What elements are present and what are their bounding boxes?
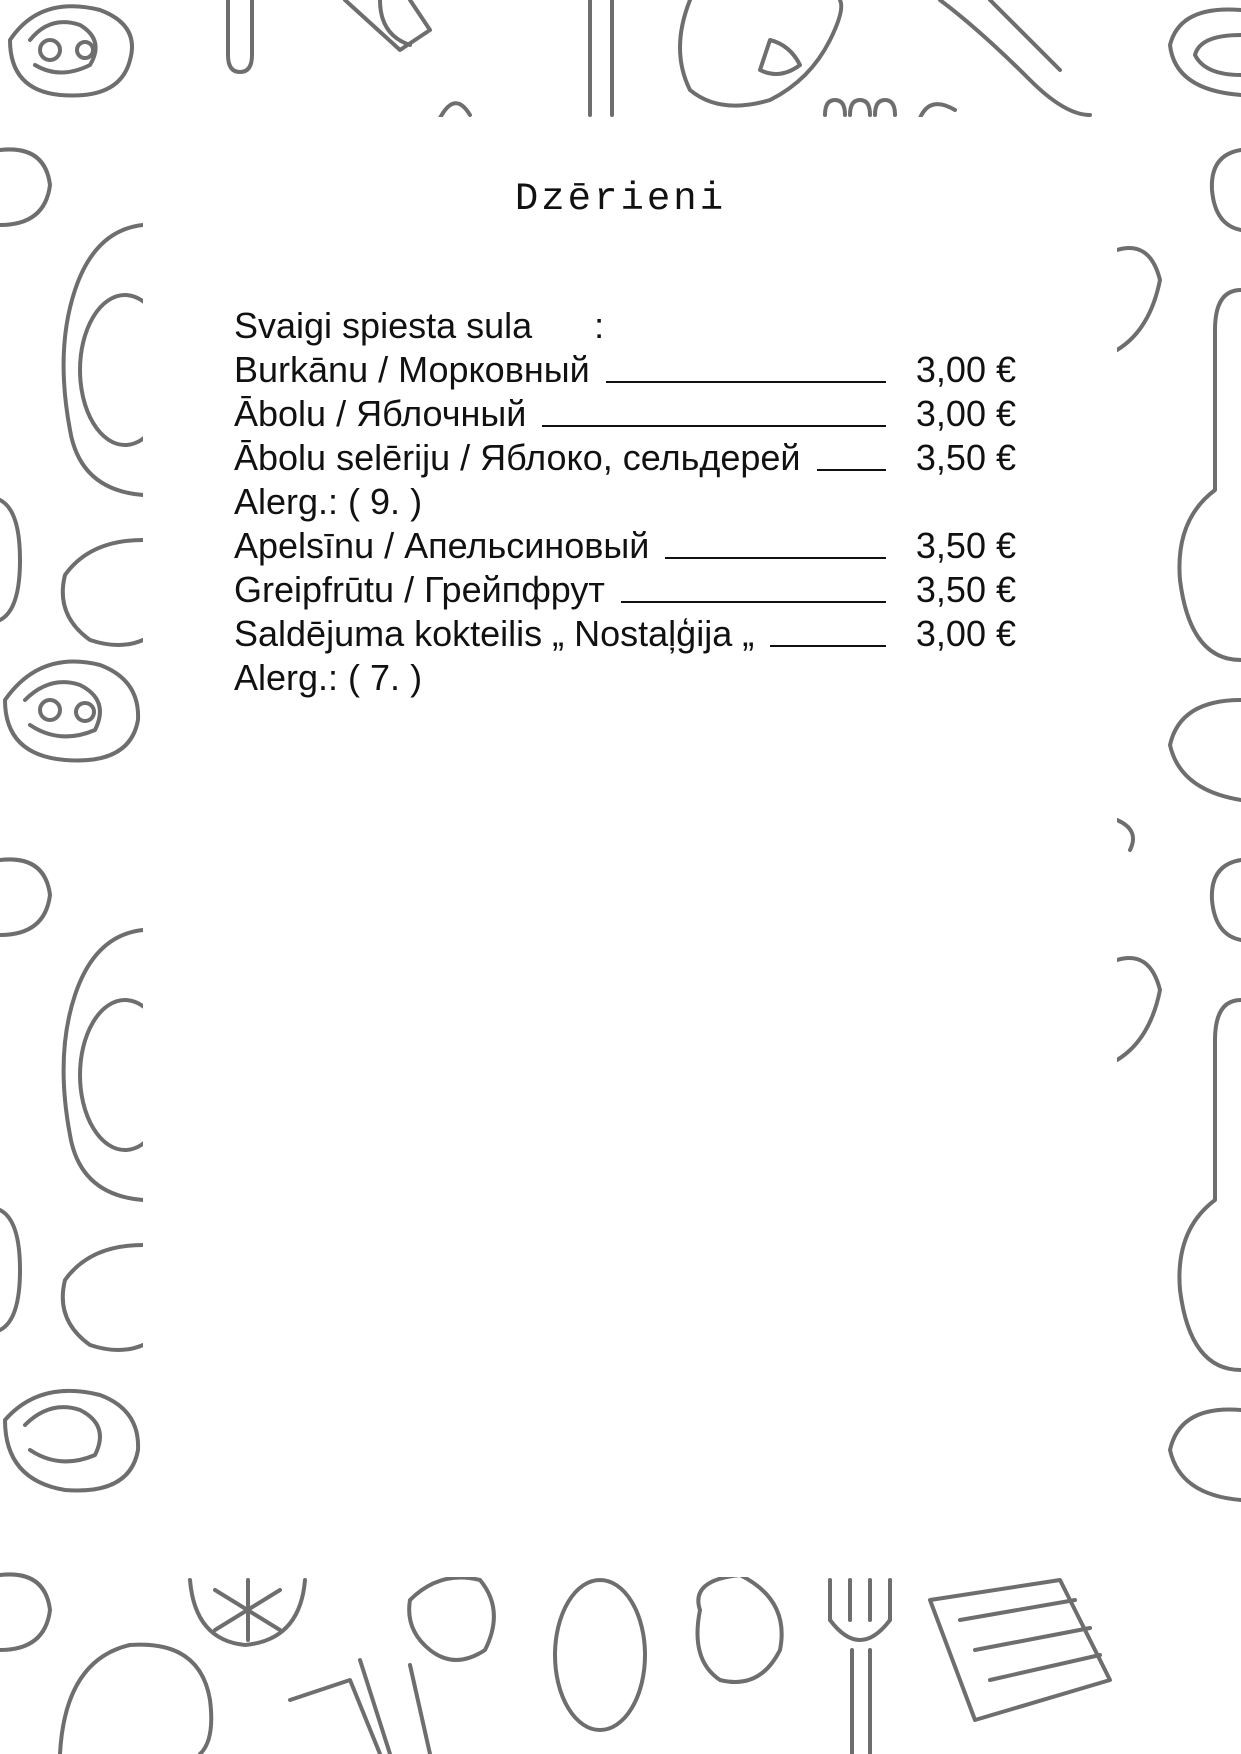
drinks-menu	[234, 304, 1016, 700]
menu-item	[234, 392, 1016, 436]
steak-bone-icon	[680, 0, 1090, 115]
menu-item-price: 3,50 €	[915, 437, 1016, 478]
menu-item-price: 3,00 €	[915, 393, 1016, 434]
menu-item-price: 3,50 €	[915, 569, 1016, 610]
allergen-note	[234, 480, 1016, 524]
salmon-steak-icon	[10, 6, 132, 95]
menu-item-name: Apelsīnu / Апельсиновый	[234, 525, 650, 566]
dotted-leader	[542, 425, 886, 427]
menu-item-price: 3,00 €	[915, 613, 1016, 654]
menu-item-name: Saldējuma kokteilis „ Nostaļģija „	[234, 613, 755, 654]
fork-icon	[830, 1580, 890, 1754]
shrimp-icon	[1117, 248, 1160, 1060]
menu-item-name: Burkānu / Морковный	[234, 349, 590, 390]
lemon-icon	[0, 500, 20, 1330]
allergen-text: Alerg.: ( 9. )	[234, 481, 423, 522]
menu-item-name: Ābolu selēriju / Яблоко, сельдерей	[234, 437, 801, 478]
menu-item-price: 3,50 €	[915, 525, 1016, 566]
menu-item	[234, 524, 1016, 568]
page-title: Dzērieni	[514, 177, 727, 221]
menu-item	[234, 348, 1016, 392]
allergen-text: Alerg.: ( 7. )	[234, 657, 423, 698]
dotted-leader	[770, 645, 886, 647]
menu-item-name: Greipfrūtu / Грейпфрут	[234, 569, 605, 610]
menu-item	[234, 568, 1016, 612]
menu-item	[234, 612, 1016, 656]
menu-item-price: 3,00 €	[915, 349, 1016, 390]
dotted-leader	[665, 557, 886, 559]
dotted-leader	[606, 381, 886, 383]
leek-icon	[290, 1660, 430, 1754]
allergen-note	[234, 656, 1016, 700]
salmon-steak-icon	[5, 1391, 138, 1491]
dotted-leader	[621, 601, 886, 603]
section-colon: :	[594, 305, 605, 346]
section-heading-row	[234, 304, 1016, 348]
citrus-slice-icon	[190, 1580, 305, 1645]
chickpea-icon	[825, 100, 955, 118]
section-heading: Svaigi spiesta sula	[234, 305, 533, 346]
menu-item-name: Ābolu / Яблочный	[234, 393, 527, 434]
menu-item	[234, 436, 1016, 480]
salmon-steak-icon	[5, 662, 138, 761]
dotted-leader	[817, 469, 886, 471]
